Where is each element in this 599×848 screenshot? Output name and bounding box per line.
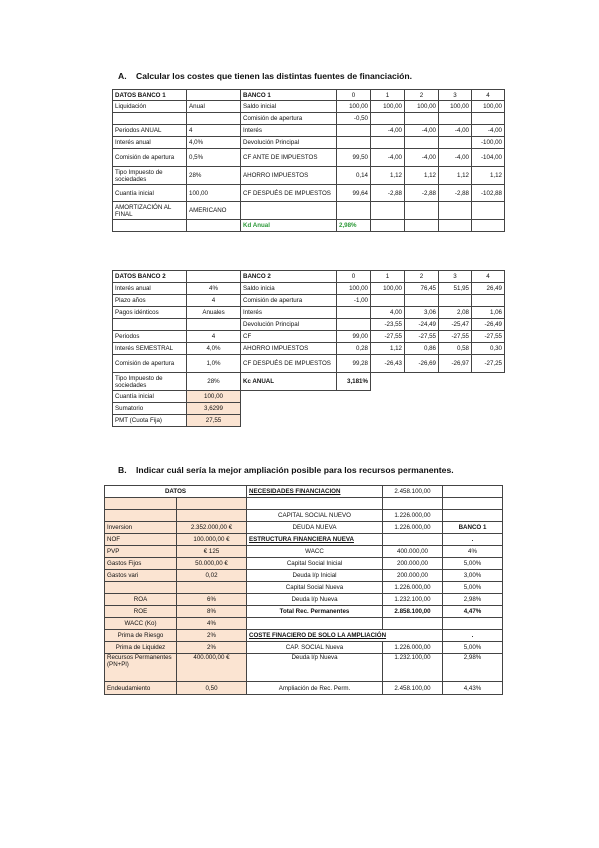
- table-row: [105, 498, 503, 510]
- table-cell: 1,0%: [187, 355, 241, 373]
- table-cell: 4%: [187, 283, 241, 295]
- table-cell: [439, 113, 472, 125]
- table-cell: 28%: [187, 373, 241, 391]
- table-row: [105, 630, 503, 642]
- table-row: [113, 137, 505, 149]
- table-cell: 2,98%: [443, 654, 503, 682]
- table-cell: WACC (Ko): [105, 618, 177, 630]
- table-header-row: [105, 486, 503, 498]
- table-cell: [371, 373, 405, 391]
- table-cell: Saldo inicial: [241, 101, 337, 113]
- table-cell: PVP: [105, 546, 177, 558]
- table-row: [113, 167, 505, 185]
- table-cell: CF DESPUÉS DE IMPUESTOS: [241, 185, 337, 202]
- table-cell: Comisión de apertura: [113, 355, 187, 373]
- table-cell: 1: [371, 90, 405, 101]
- table-cell: Cuantía inicial: [113, 185, 187, 202]
- table-cell: 100,00: [371, 283, 405, 295]
- table-cell: 5,00%: [443, 642, 503, 654]
- kd-anual-label: Kd Anual: [241, 220, 337, 232]
- section-a-title: Calcular los costes que tienen las distintas fuentes de financiación.: [136, 71, 413, 81]
- table-cell: 99,00: [337, 331, 371, 343]
- table-header-row: [113, 271, 505, 283]
- table-cell: Recursos Permanentes (PN+Pl): [105, 654, 177, 682]
- table-row: [113, 415, 505, 427]
- table-row: [105, 570, 503, 582]
- table-cell: 1.232.100,00: [383, 594, 443, 606]
- table-cell: .: [443, 534, 503, 546]
- table-row: [113, 331, 505, 343]
- table-cell: [472, 113, 505, 125]
- table-row: [113, 307, 505, 319]
- table-cell: [405, 202, 439, 220]
- table-cell: -4,00: [439, 125, 472, 137]
- table-cell: 100,00: [439, 101, 472, 113]
- table-cell: 1.226.000,00: [383, 582, 443, 594]
- table-cell: [405, 137, 439, 149]
- table-cell: Capital Social Inicial: [247, 558, 383, 570]
- table-cell: [439, 295, 472, 307]
- table-cell: Cuantía inicial: [113, 391, 187, 403]
- table-cell: [443, 498, 503, 510]
- table-cell: CAP. SOCIAL Nueva: [247, 642, 383, 654]
- table-cell: Deuda l/p Nueva: [247, 654, 383, 682]
- table-cell: [177, 510, 247, 522]
- table-row: [113, 283, 505, 295]
- table-cell: [371, 295, 405, 307]
- table-cell: [187, 271, 241, 283]
- table-row: [113, 202, 505, 220]
- table-cell: WACC: [247, 546, 383, 558]
- table-cell: [383, 618, 443, 630]
- table-cell: [247, 498, 383, 510]
- table-cell: [383, 534, 443, 546]
- table-cell: 2.352.000,00 €: [177, 522, 247, 534]
- table-row: [113, 373, 505, 391]
- table-cell: BANCO 2: [241, 271, 337, 283]
- table-cell: [472, 220, 505, 232]
- table-cell: Comisión de apertura: [241, 295, 337, 307]
- table-cell: [241, 391, 505, 403]
- table-cell: Tipo Impuesto de sociedades: [113, 167, 187, 185]
- table-row: [113, 343, 505, 355]
- table-cell: [472, 373, 505, 391]
- table-cell: AMERICANO: [187, 202, 241, 220]
- table-cell: [405, 113, 439, 125]
- table-row: [105, 682, 503, 695]
- table-cell: ROE: [105, 606, 177, 618]
- table-cell: 2%: [177, 642, 247, 654]
- table-cell: 0: [337, 271, 371, 283]
- table-cell: 2,98%: [443, 594, 503, 606]
- table-cell: Deuda l/p Nueva: [247, 594, 383, 606]
- table-cell: [241, 202, 337, 220]
- table-row: [113, 319, 505, 331]
- table-cell: Gastos Fijos: [105, 558, 177, 570]
- table-row: [105, 582, 503, 594]
- table-cell: ESTRUCTURA FINANCIERA NUEVA: [247, 534, 383, 546]
- table-cell: [472, 295, 505, 307]
- table-cell: [177, 498, 247, 510]
- table-cell: 100,00: [405, 101, 439, 113]
- table-cell: 5,00%: [443, 558, 503, 570]
- table-row: [105, 618, 503, 630]
- table-cell: 1,12: [439, 167, 472, 185]
- table-cell: 2,08: [439, 307, 472, 319]
- table-cell: Endeudamiento: [105, 682, 177, 695]
- table-row: [105, 642, 503, 654]
- table-cell: [187, 220, 241, 232]
- table-cell: -102,88: [472, 185, 505, 202]
- table-cell: 1,12: [371, 343, 405, 355]
- table-cell: [405, 373, 439, 391]
- section-a-label: A.: [118, 71, 127, 81]
- table-cell: 100,00: [337, 101, 371, 113]
- table-cell: -4,00: [405, 149, 439, 167]
- table-cell: 1.226.000,00: [383, 510, 443, 522]
- table-row: [105, 534, 503, 546]
- table-cell: -27,55: [439, 331, 472, 343]
- table-cell: [371, 113, 405, 125]
- table-cell: 0,5%: [187, 149, 241, 167]
- table-cell: Deuda l/p Inicial: [247, 570, 383, 582]
- table-cell: 4%: [443, 546, 503, 558]
- table-row: [113, 403, 505, 415]
- table-cell: 8%: [177, 606, 247, 618]
- table-cell: Saldo inicia: [241, 283, 337, 295]
- table-cell: 3,181%: [337, 373, 371, 391]
- table-cell: 99,64: [337, 185, 371, 202]
- table-cell: [371, 202, 405, 220]
- table-cell: NECESIDADES FINANCIACION: [247, 486, 383, 498]
- table-header-row: [113, 90, 505, 101]
- table-cell: 1,12: [371, 167, 405, 185]
- table-cell: 4: [187, 331, 241, 343]
- table-cell: 1.226.000,00: [383, 642, 443, 654]
- table-cell: [113, 220, 187, 232]
- table-row: [113, 149, 505, 167]
- table-cell: -26,69: [405, 355, 439, 373]
- table-cell: 2%: [177, 630, 247, 642]
- table-cell: [187, 319, 241, 331]
- table-row: [113, 391, 505, 403]
- section-b-title: Indicar cuál sería la mejor ampliación posible para los recursos permanentes.: [136, 465, 454, 475]
- table-cell: 400.000,00 €: [177, 654, 247, 682]
- table-cell: .: [443, 630, 503, 642]
- table-cell: 0,58: [439, 343, 472, 355]
- table-cell: -104,00: [472, 149, 505, 167]
- table-cell: [439, 373, 472, 391]
- table-cell: CF: [241, 331, 337, 343]
- table-cell: -2,88: [371, 185, 405, 202]
- table-cell: [443, 618, 503, 630]
- kd-anual-value: 2,98%: [337, 220, 371, 232]
- table-cell: Devolución Principal: [241, 137, 337, 149]
- table-cell: -1,00: [337, 295, 371, 307]
- section-b-heading: [118, 465, 454, 475]
- table-cell: -4,00: [371, 125, 405, 137]
- table-cell: ROA: [105, 594, 177, 606]
- table-cell: Total Rec. Permanentes: [247, 606, 383, 618]
- table-cell: 1: [371, 271, 405, 283]
- table-cell: [337, 319, 371, 331]
- table-cell: Interés anual: [113, 137, 187, 149]
- table-cell: [443, 486, 503, 498]
- table-cell: 400.000,00: [383, 546, 443, 558]
- table-cell: -4,00: [439, 149, 472, 167]
- table-cell: 28%: [187, 167, 241, 185]
- table-cell: BANCO 1: [241, 90, 337, 101]
- table-cell: 100,00: [187, 391, 241, 403]
- table-cell: 100,00: [187, 185, 241, 202]
- table-cell: 2.858.100,00: [383, 606, 443, 618]
- table-row: [105, 594, 503, 606]
- table-cell: Anuales: [187, 307, 241, 319]
- table-cell: Interés: [241, 125, 337, 137]
- table-row: [113, 220, 505, 232]
- table-cell: [241, 403, 505, 415]
- table-cell: [105, 498, 177, 510]
- section-a-heading: [118, 71, 412, 81]
- section-b-label: B.: [118, 465, 127, 475]
- table-row: [105, 606, 503, 618]
- table-cell: [113, 113, 187, 125]
- table-cell: DATOS BANCO 2: [113, 271, 187, 283]
- table-cell: 3: [439, 271, 472, 283]
- table-cell: AMORTIZACIÓN AL FINAL: [113, 202, 187, 220]
- table-cell: NOF: [105, 534, 177, 546]
- table-cell: 0: [337, 90, 371, 101]
- table-cell: [472, 202, 505, 220]
- table-cell: CF DESPUÉS DE IMPUESTOS: [241, 355, 337, 373]
- table-cell: 0,14: [337, 167, 371, 185]
- table-cell: [337, 137, 371, 149]
- table-cell: [371, 137, 405, 149]
- table-row: [113, 125, 505, 137]
- table-row: [105, 510, 503, 522]
- table-cell: -27,55: [371, 331, 405, 343]
- table-cell: 27,55: [187, 415, 241, 427]
- table-cell: Inversion: [105, 522, 177, 534]
- bank1-table: [112, 89, 505, 232]
- table-cell: 4%: [177, 618, 247, 630]
- table-cell: DATOS: [105, 486, 247, 498]
- table-cell: Anual: [187, 101, 241, 113]
- table-cell: [383, 498, 443, 510]
- table-row: [105, 558, 503, 570]
- table-cell: 2: [405, 271, 439, 283]
- table-cell: [337, 202, 371, 220]
- table-cell: 4,0%: [187, 137, 241, 149]
- table-cell: -26,49: [472, 319, 505, 331]
- table-cell: Comisión de apertura: [241, 113, 337, 125]
- table-cell: [105, 582, 177, 594]
- table-cell: -0,50: [337, 113, 371, 125]
- table-cell: -27,25: [472, 355, 505, 373]
- table-cell: 0,86: [405, 343, 439, 355]
- table-cell: [439, 202, 472, 220]
- table-cell: 99,28: [337, 355, 371, 373]
- table-cell: 76,45: [405, 283, 439, 295]
- table-cell: Comisión de apertura: [113, 149, 187, 167]
- table-cell: 3,6299: [187, 403, 241, 415]
- table-cell: [241, 415, 505, 427]
- table-row: [105, 522, 503, 534]
- table-cell: 0,02: [177, 570, 247, 582]
- table-cell: DATOS BANCO 1: [113, 90, 187, 101]
- table-cell: Interés: [241, 307, 337, 319]
- table-row: [113, 295, 505, 307]
- table-cell: Periodos ANUAL: [113, 125, 187, 137]
- table-cell: [439, 137, 472, 149]
- table-cell: -24,49: [405, 319, 439, 331]
- table-cell: 4: [472, 271, 505, 283]
- table-cell: 1,06: [472, 307, 505, 319]
- table-cell: -4,00: [405, 125, 439, 137]
- table-cell: [113, 319, 187, 331]
- table-cell: [187, 90, 241, 101]
- table-cell: 100.000,00 €: [177, 534, 247, 546]
- table-cell: 2: [405, 90, 439, 101]
- table-cell: 2.458.100,00: [383, 682, 443, 695]
- table-cell: -27,55: [472, 331, 505, 343]
- table-cell: -2,88: [439, 185, 472, 202]
- table-cell: Kc ANUAL: [241, 373, 337, 391]
- table-cell: Periodos: [113, 331, 187, 343]
- table-cell: AHORRO IMPUESTOS: [241, 167, 337, 185]
- table-row: [113, 101, 505, 113]
- table-row: [105, 546, 503, 558]
- table-cell: 1.232.100,00: [383, 654, 443, 682]
- table-cell: [443, 510, 503, 522]
- table-cell: 0,50: [177, 682, 247, 695]
- table-cell: PMT (Cuota Fija): [113, 415, 187, 427]
- table-cell: 4: [187, 295, 241, 307]
- table-cell: [105, 510, 177, 522]
- table-cell: 200.000,00: [383, 570, 443, 582]
- table-cell: [247, 618, 383, 630]
- table-cell: -100,00: [472, 137, 505, 149]
- table-row: [113, 355, 505, 373]
- table-cell: Sumatorio: [113, 403, 187, 415]
- table-cell: BANCO 1: [443, 522, 503, 534]
- table-cell: € 125: [177, 546, 247, 558]
- table-row: [113, 113, 505, 125]
- table-cell: [337, 125, 371, 137]
- table-cell: 6%: [177, 594, 247, 606]
- table-row: [105, 654, 503, 682]
- table-cell: 4,00: [371, 307, 405, 319]
- table-cell: 2.458.100,00: [383, 486, 443, 498]
- table-cell: 99,50: [337, 149, 371, 167]
- table-cell: 51,95: [439, 283, 472, 295]
- table-cell: [405, 220, 439, 232]
- table-cell: 4,43%: [443, 682, 503, 695]
- table-cell: [439, 220, 472, 232]
- table-cell: DEUDA NUEVA: [247, 522, 383, 534]
- table-cell: 4: [187, 125, 241, 137]
- table-cell: -4,00: [472, 125, 505, 137]
- table-cell: -4,00: [371, 149, 405, 167]
- table-cell: CF ANTE DE IMPUESTOS: [241, 149, 337, 167]
- bank2-table: [112, 270, 505, 427]
- table-cell: 5,00%: [443, 582, 503, 594]
- table-cell: -26,97: [439, 355, 472, 373]
- table-cell: 100,00: [472, 101, 505, 113]
- table-cell: Prima de Liquidez: [105, 642, 177, 654]
- table-cell: Tipo Impuesto de sociedades: [113, 373, 187, 391]
- table-cell: 50.000,00 €: [177, 558, 247, 570]
- table-cell: Plazo años: [113, 295, 187, 307]
- table-cell: 100,00: [337, 283, 371, 295]
- table-cell: Interés SEMESTRAL: [113, 343, 187, 355]
- table-cell: 3,00%: [443, 570, 503, 582]
- table-cell: 4: [472, 90, 505, 101]
- table-cell: [405, 295, 439, 307]
- table-cell: CAPITAL SOCIAL NUEVO: [247, 510, 383, 522]
- table-cell: 3: [439, 90, 472, 101]
- table-cell: Interés anual: [113, 283, 187, 295]
- table-cell: Capital Social Nueva: [247, 582, 383, 594]
- table-cell: -26,43: [371, 355, 405, 373]
- table-cell: [371, 220, 405, 232]
- table-cell: -27,55: [405, 331, 439, 343]
- table-cell: 4,0%: [187, 343, 241, 355]
- financing-table: [104, 485, 503, 695]
- table-cell: 1,12: [405, 167, 439, 185]
- table-cell: Ampliación de Rec. Perm.: [247, 682, 383, 695]
- table-cell: [337, 307, 371, 319]
- table-cell: COSTE FINACIERO DE SOLO LA AMPLIACIÓN: [247, 630, 443, 642]
- table-cell: 4,47%: [443, 606, 503, 618]
- table-cell: Liquidación: [113, 101, 187, 113]
- table-row: [113, 185, 505, 202]
- table-cell: [177, 582, 247, 594]
- table-cell: 1,12: [472, 167, 505, 185]
- table-cell: AHORRO IMPUESTOS: [241, 343, 337, 355]
- table-cell: 3,06: [405, 307, 439, 319]
- table-cell: 100,00: [371, 101, 405, 113]
- table-cell: Gastos vari: [105, 570, 177, 582]
- table-cell: [187, 113, 241, 125]
- table-cell: Pagos idénticos: [113, 307, 187, 319]
- table-cell: Prima de Riesgo: [105, 630, 177, 642]
- table-cell: 0,28: [337, 343, 371, 355]
- table-cell: -23,55: [371, 319, 405, 331]
- table-cell: -25,47: [439, 319, 472, 331]
- table-cell: 0,30: [472, 343, 505, 355]
- table-cell: 26,49: [472, 283, 505, 295]
- table-cell: -2,88: [405, 185, 439, 202]
- table-cell: 1.226.000,00: [383, 522, 443, 534]
- table-cell: 200.000,00: [383, 558, 443, 570]
- table-cell: Devolución Principal: [241, 319, 337, 331]
